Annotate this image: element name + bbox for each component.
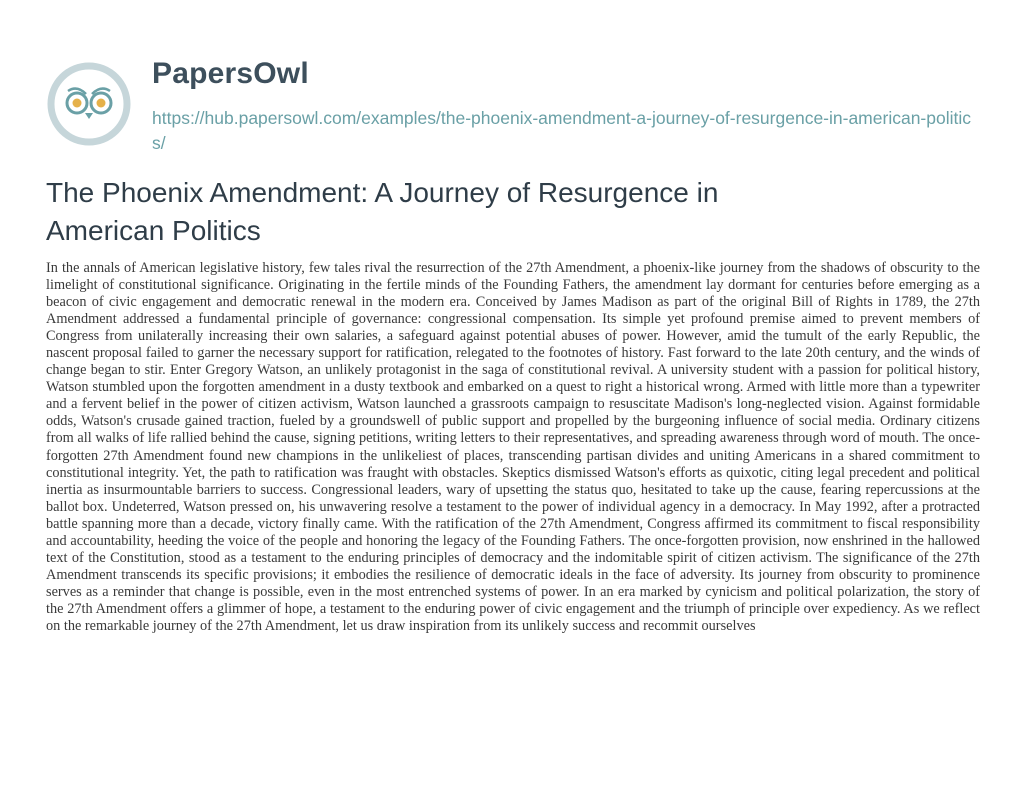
brand-name: PapersOwl <box>152 57 309 90</box>
source-url-link[interactable]: https://hub.papersowl.com/examples/the-phoenix-amendment-a-journey-of-resurgence-in-american-politics/ <box>152 108 971 153</box>
document-title: The Phoenix Amendment: A Journey of Resurgence in American Politics <box>46 177 719 246</box>
page-header <box>46 55 986 155</box>
owl-logo-icon <box>46 61 132 147</box>
document-body: In the annals of American legislative history, few tales rival the resurrection of the 27th Amendment, a phoenix-like journey from the shadows of obscurity to the limelight of constitutional significance. Originating in the fertile minds of the Founding Fathers, the amendment lay dormant for centuries before emerging as a beacon of civic engagement and democratic renewal in the modern era. Conceived by James Madison as part of the original Bill of Rights in 1789, the 27th Amendment addressed a fundamental principle of governance: congressional compensation. Its simple yet profound premise aimed to prevent members of Congress from unilaterally increasing their own salaries, a safeguard against potential abuses of power. However, amid the tumult of the early Republic, the nascent proposal failed to garner the necessary support for ratification, relegated to the footnotes of history. Fast forward to the late 20th century, and the winds of change began to stir. Enter Gregory Watson, an unlikely protagonist in the saga of constitutional revival. A university student with a passion for political history, Watson stumbled upon the forgotten amendment in a dusty textbook and embarked on a quest to right a historical wrong. Armed with little more than a typewriter and a fervent belief in the power of citizen activism, Watson launched a grassroots campaign to resuscitate Madison's long-neglected vision. Against formidable odds, Watson's crusade gained traction, fueled by a groundswell of public support and propelled by the burgeoning influence of social media. Ordinary citizens from all walks of life rallied behind the cause, signing petitions, writing letters to their representatives, and spreading awareness through word of mouth. The once-forgotten 27th Amendment found new champions in the unlikeliest of places, transcending partisan divides and uniting Americans in a shared commitment to constitutional integrity. Yet, the path to ratification was fraught with obstacles. Skeptics dismissed Watson's efforts as quixotic, citing legal precedent and political inertia as insurmountable barriers to success. Congressional leaders, wary of upsetting the status quo, hesitated to take up the cause, fearing repercussions at the ballot box. Undeterred, Watson pressed on, his unwavering resolve a testament to the power of individual agency in a democracy. In May 1992, after a protracted battle spanning more than a decade, victory finally came. With the ratification of the 27th Amendment, Congress affirmed its commitment to fiscal responsibility and accountability, heeding the voice of the people and honoring the legacy of the Founding Fathers. The once-forgotten provision, now enshrined in the hallowed text of the Constitution, stood as a testament to the enduring principles of democracy and the indomitable spirit of citizen activism. The significance of the 27th Amendment transcends its specific provisions; it embodies the resilience of democratic ideals in the face of adversity. Its journey from obscurity to prominence serves as a reminder that change is possible, even in the most entrenched systems of power. In an era marked by cynicism and political polarization, the story of the 27th Amendment offers a glimmer of hope, a testament to the enduring power of civic engagement and the triumph of principle over expediency. As we reflect on the remarkable journey of the 27th Amendment, let us draw inspiration from its unlikely success and recommit ourselves <box>46 260 980 634</box>
